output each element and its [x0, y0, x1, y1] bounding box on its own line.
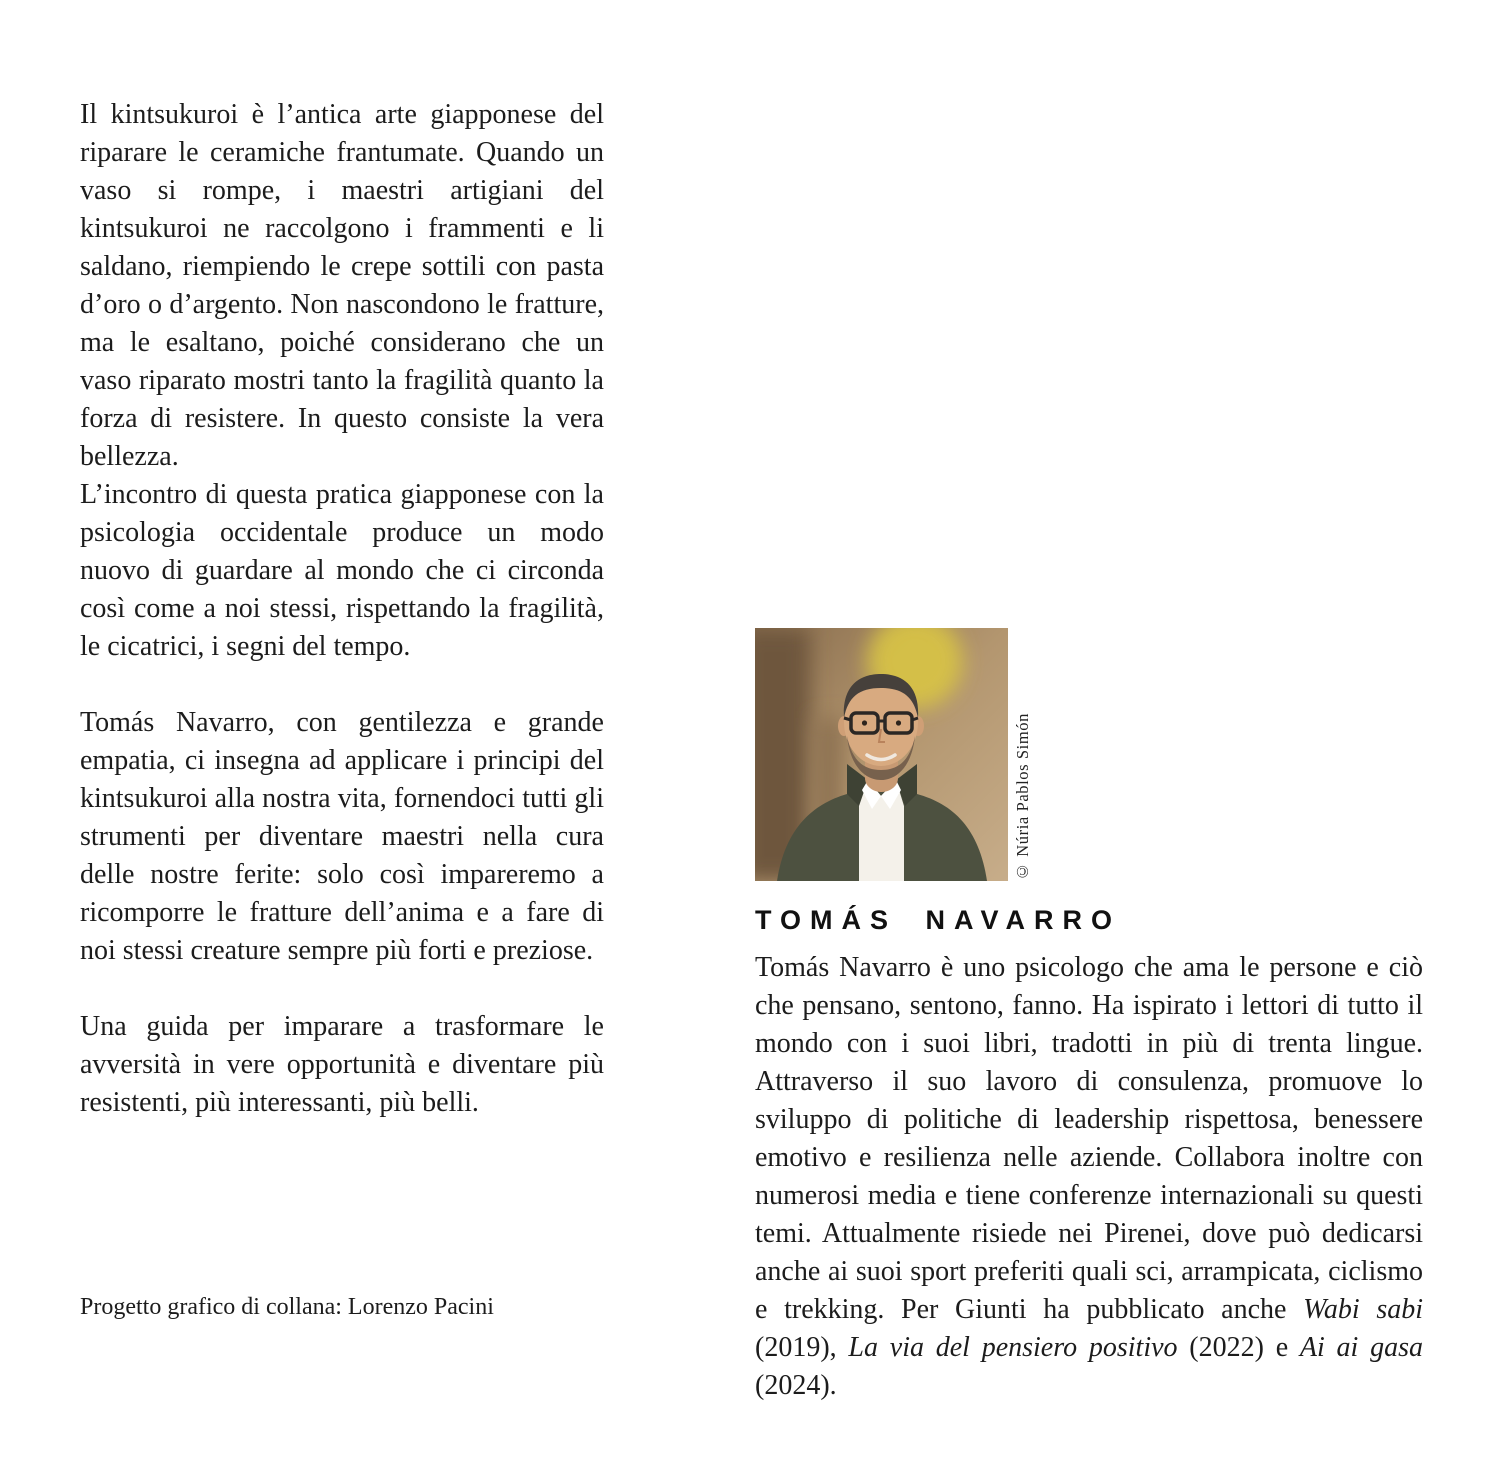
synopsis-paragraph-4: Una guida per imparare a trasformare le avversità in vere opportunità e diventare più resistenti, più interessanti, più belli.: [80, 1011, 604, 1118]
synopsis-paragraph-3: Tomás Navarro, con gentilezza e grande empatia, ci insegna ad applicare i principi del kintsukuroi alla nostra vita, fornendoci tutti gli strumenti per diventare maestri nella cura delle nostre ferite: solo così impareremo a ricomporre le fratture dell’anima e a fare di noi stessi creature sempre più forti e preziose.: [80, 707, 604, 966]
author-photo: [755, 628, 1008, 881]
photo-credit: © Núria Pablos Simón: [1013, 712, 1032, 881]
bio-text-3: (2022) e: [1177, 1332, 1300, 1363]
bio-text-2: (2019),: [755, 1332, 849, 1363]
book-title-pensiero-positivo: La via del pensiero positivo: [848, 1332, 1178, 1363]
synopsis-column: [80, 96, 604, 1122]
author-column: [755, 628, 1423, 1405]
bio-text-1: Tomás Navarro è uno psicologo che ama le persone e ciò che pensano, sentono, fanno. Ha ispirato i lettori di tutto il mondo con i suoi libri, tradotti in più di trenta lingue. Attraverso il suo lavoro di consulenza, promuove lo sviluppo di politiche di leadership rispettosa, benessere emotivo e resilienza nelle aziende. Collabora inoltre con numerosi media e tiene conferenze internazionali su questi temi. Attualmente risiede nei Pirenei, dove può dedicarsi anche ai suoi sport preferiti quali sci, arrampicata, ciclismo e trekking. Per Giunti ha pubblicato anche: [755, 952, 1423, 1325]
author-bio: [755, 949, 1423, 1405]
synopsis-paragraph-1: Il kintsukuroi è l’antica arte giapponese del riparare le ceramiche frantumate. Quando un vaso si rompe, i maestri artigiani del kintsukuroi ne raccolgono i frammenti e li saldano, riempiendo le crepe sottili con pasta d’oro o d’argento. Non nascondono le fratture, ma le esaltano, poiché considerano che un vaso riparato mostri tanto la fragilità quanto la forza di resistere. In questo consiste la vera bellezza.: [80, 99, 604, 472]
book-title-ai-ai-gasa: Ai ai gasa: [1299, 1332, 1423, 1363]
bio-text-4: (2024).: [755, 1370, 837, 1401]
book-title-wabi-sabi: Wabi sabi: [1303, 1294, 1423, 1325]
author-photo-block: [755, 628, 1032, 881]
synopsis-paragraph-2: L’incontro di questa pratica giapponese con la psicologia occidentale produce un modo nuovo di guardare al mondo che ci circonda così come a noi stessi, rispettando la fragilità, le cicatrici, i segni del tempo.: [80, 479, 604, 662]
author-name-heading: TOMÁS NAVARRO: [755, 905, 1122, 935]
design-credit: Progetto grafico di collana: Lorenzo Pacini: [80, 1294, 494, 1320]
